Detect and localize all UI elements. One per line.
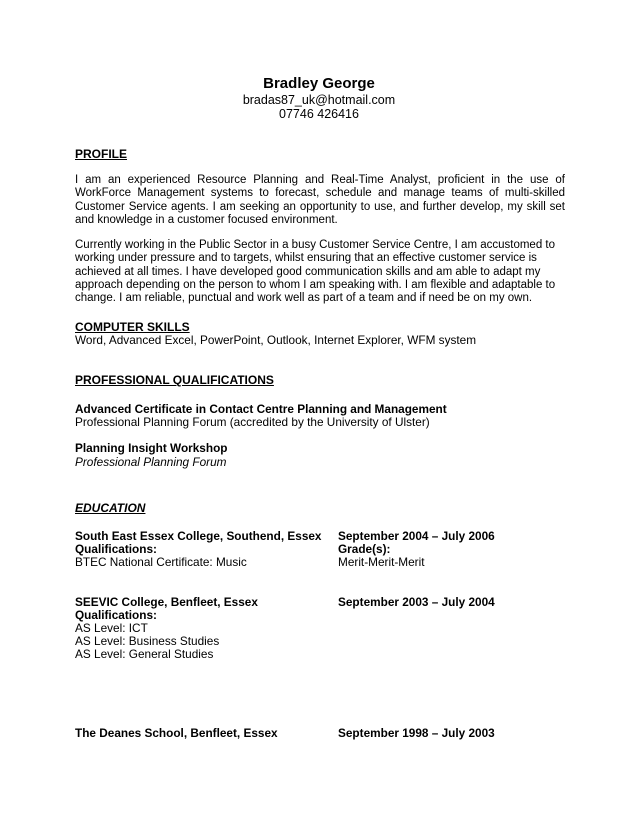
education-dates: September 2003 – July 2004 [338, 595, 495, 609]
education-course: AS Level: General Studies [75, 647, 214, 661]
qualification-provider: Professional Planning Forum [75, 455, 227, 469]
qualification-title: Advanced Certificate in Contact Centre Planning and Management [75, 402, 447, 416]
qualifications-label: Qualifications: [75, 542, 157, 556]
education-grades: Merit-Merit-Merit [338, 555, 425, 569]
education-school: SEEVIC College, Benfleet, Essex [75, 595, 258, 609]
education-course: AS Level: Business Studies [75, 634, 220, 648]
profile-paragraph-2: Currently working in the Public Sector in a busy Customer Service Centre, I am accustomed to working under pressure and to targets, whilst ensuring that an effective customer service is achieved at all times. I have developed good communication skills and am able to adapt my approach depending on the person to whom I am speaking with. I am flexible and adaptable to change. I am reliable, punctual and work well as part of a team and if need be on my own. [75, 239, 556, 305]
education-school: South East Essex College, Southend, Essex [75, 529, 322, 543]
phone-number: 07746 426416 [279, 107, 359, 121]
education-heading: EDUCATION [75, 501, 146, 515]
profile-heading: PROFILE [75, 147, 128, 161]
qualifications-label: Qualifications: [75, 608, 157, 622]
education-dates: September 1998 – July 2003 [338, 726, 495, 740]
qualification-title: Planning Insight Workshop [75, 441, 228, 455]
education-school: The Deanes School, Benfleet, Essex [75, 726, 278, 740]
grades-label: Grade(s): [338, 542, 391, 556]
profile-paragraph-1: I am an experienced Resource Planning and Real-Time Analyst, proficient in the use of WorkForce Management systems to forecast, schedule and manage teams of multi-skilled Customer Service agents. I am seeking an opportunity to use, and further develop, my skill set and knowledge in a customer focused environment. [75, 174, 565, 226]
education-course: BTEC National Certificate: Music [75, 555, 247, 569]
education-dates: September 2004 – July 2006 [338, 529, 495, 543]
candidate-name: Bradley George [263, 75, 375, 92]
professional-qualifications-heading: PROFESSIONAL QUALIFICATIONS [75, 373, 274, 387]
email-address: bradas87_uk@hotmail.com [242, 93, 396, 107]
computer-skills-text: Word, Advanced Excel, PowerPoint, Outlook, Internet Explorer, WFM system [75, 333, 477, 347]
computer-skills-heading: COMPUTER SKILLS [75, 320, 190, 334]
qualification-provider: Professional Planning Forum (accredited by the University of Ulster) [75, 415, 430, 429]
education-course: AS Level: ICT [75, 621, 148, 635]
